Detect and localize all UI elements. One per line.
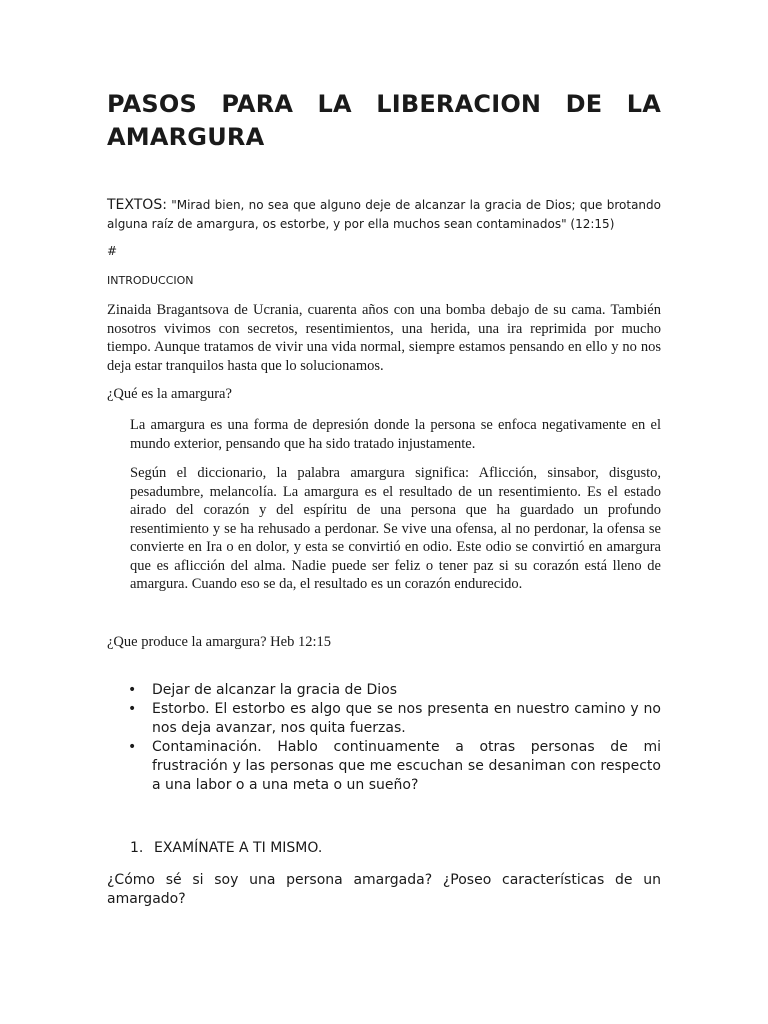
step-number: 1.: [130, 840, 144, 856]
question-what-produces-bitterness: ¿Que produce la amargura? Heb 12:15: [107, 634, 331, 650]
page-title: PASOS PARA LA LIBERACION DE LA AMARGURA: [107, 90, 661, 151]
hash-separator: #: [107, 244, 118, 258]
step-text: EXAMÍNATE A TI MISMO.: [154, 840, 323, 856]
definition-paragraph-2: Según el diccionario, la palabra amargura significa: Aflicción, sinsabor, disgusto, pesadumbre, melancolía. La amargura es el resultado de un resentimiento. Es el estado airado del corazón y del espíritu de una persona que ha guardado un profundo resentimiento y se ha rehusado a perdonar. Se vive una ofensa, al no perdonar, la ofensa se convierte en Ira o en dolor, y esta se convirtió en odio. Este odio se convirtió en amargura que es aflicción del alma. Nadie puede ser feliz o tener paz si su corazón está lleno de amargura. Cuando eso se da, el resultado es un corazón endurecido.: [130, 465, 661, 592]
textos-label: TEXTOS:: [107, 197, 167, 213]
scripture-texts: [107, 196, 661, 234]
scripture-quote: "Mirad bien, no sea que alguno deje de alcanzar la gracia de Dios; que brotando alguna raíz de amargura, os estorbe, y por ella muchos sean contaminados" (12:15): [107, 198, 661, 231]
question-what-is-bitterness: ¿Qué es la amargura?: [107, 386, 232, 402]
step-1-heading: [107, 840, 661, 856]
list-item: • Contaminación. Hablo continuamente a otras personas de mi frustración y las personas que me escuchan se desaniman con respecto a una labor o a una meta o un sueño?: [107, 738, 661, 795]
definition-paragraph-1: La amargura es una forma de depresión donde la persona se enfoca negativamente en el mundo exterior, pensando que ha sido tratado injustamente.: [130, 417, 661, 452]
list-item: • Estorbo. El estorbo es algo que se nos presenta en nuestro camino y no nos deja avanzar, nos quita fuerzas.: [107, 700, 661, 738]
effects-list: [107, 681, 661, 795]
intro-paragraph: Zinaida Bragantsova de Ucrania, cuarenta años con una bomba debajo de su cama. También nosotros vivimos con secretos, resentimientos, una herida, una ira reprimida por mucho tiempo. Aunque tratamos de vivir una vida normal, siempre estamos pensando en ello y no nos deja estar tranquilos hasta que lo solucionamos.: [107, 302, 661, 374]
self-exam-question: ¿Cómo sé si soy una persona amargada? ¿Poseo características de un amargado?: [107, 872, 661, 907]
intro-heading: INTRODUCCION: [107, 274, 194, 287]
list-item: • Dejar de alcanzar la gracia de Dios: [107, 681, 661, 700]
